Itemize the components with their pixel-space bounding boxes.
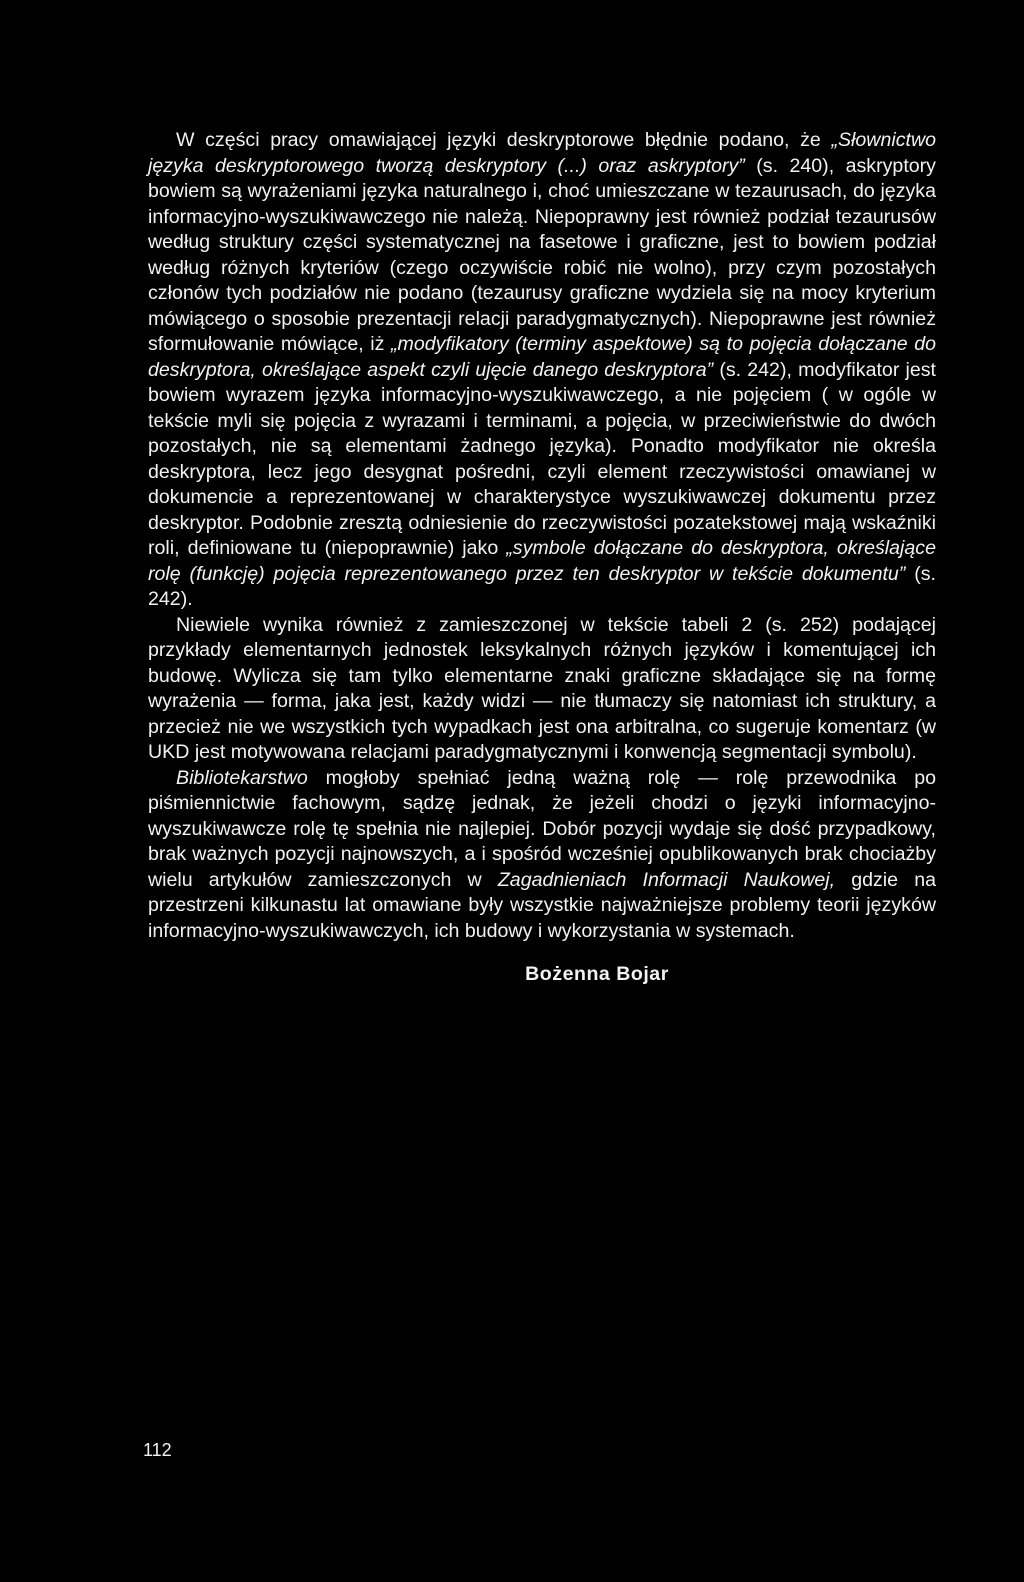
text-run: W części pracy omawiającej języki deskryptorowe błędnie podano, że [176, 129, 832, 151]
italic-text: „Słownictwo języka deskryptorowego tworzą deskryptory (...) oraz askryptory” [148, 129, 936, 177]
text-run: (s. 242), modyfikator jest bowiem wyrazem języka informacyjno-wyszukiwawczego, a nie pojęciem ( w ogóle w tekście myli się pojęcia z wyrazami i terminami, a pojęcia, w przeciwieństwie do dwóch pozostałych, nie są elementami żadnego języka). Ponadto modyfikator nie określa deskryptora, lecz jego desygnat pośredni, czyli element rzeczywistości omawianej w dokumencie a reprezentowanej w charakterystyce wyszukiwawczej dokumentu przez deskryptor. Podobnie zresztą odniesienie do rzeczywistości pozatekstowej mają wskaźniki roli, definiowane tu (niepoprawnie) jako [148, 358, 936, 559]
paragraph [148, 766, 936, 945]
italic-text: Zagadnieniach Informacji Naukowej, [497, 868, 836, 891]
page-number: 112 [143, 1440, 172, 1460]
text-run: (s. 240), askryptory bowiem są wyrażeniami języka naturalnego i, choć umieszczane w tezaurusach, do języka informacyjno-wyszukiwawczego nie należą. Niepoprawny jest również podział tezaurusów według struktury części systematycznej na fasetowe i graficzne, jest to bowiem podział według różnych kryteriów (czego oczywiście robić nie wolno), przy czym pozostałych członów tych podziałów nie podano (tezaurusy graficzne wydziela się na mocy kryterium mówiącego o sposobie prezentacji relacji paradygmatycznych). Niepoprawne jest również sformułowanie mówiące, iż [148, 154, 936, 355]
paragraph [148, 613, 936, 766]
paragraph [148, 128, 936, 613]
text-run: mogłoby spełniać jedną ważną rolę — rolę przewodnika po piśmiennictwie fachowym, sądzę jednak, że jeżeli chodzi o języki informacyjno-wyszukiwawcze rolę tę spełnia nie najlepiej. Dobór pozycji wydaje się dość przypadkowy, brak ważnych pozycji najnowszych, a i spośród wcześniej opublikowanych brak chociażby wielu artykułów zamieszczonych w [148, 766, 936, 891]
italic-text: „symbole dołączane do deskryptora, określające rolę (funkcję) pojęcia reprezentowanego przez ten deskryptor w tekście dokumentu” [148, 537, 936, 585]
document-body [148, 128, 936, 988]
italic-text: Bibliotekarstwo [176, 766, 308, 789]
paragraphs-container [148, 128, 936, 944]
italic-text: „modyfikatory (terminy aspektowe) są to pojęcia dołączane do deskryptora, określające aspekt czyli ujęcie danego deskryptora” [148, 333, 936, 381]
text-run: Niewiele wynika również z zamieszczonej w tekście tabeli 2 (s. 252) podającej przykłady elementarnych jednostek leksykalnych różnych języków i komentującej ich budowę. Wylicza się tam tylko elementarne znaki graficzne składające się na formę wyrażenia — forma, jaka jest, każdy widzi — nie tłumaczy się natomiast ich struktury, a przecież nie we wszystkich tych wypadkach jest ona arbitralna, co sugeruje komentarz (w UKD jest motywowana relacjami paradygmatycznymi i konwencją segmentacji symbolu). [148, 613, 936, 763]
text-run: (s. 242). [148, 562, 936, 610]
author-signature: Bożenna Bojar [525, 963, 669, 985]
text-run: gdzie na przestrzeni kilkunastu lat omawiane były wszystkie najważniejsze problemy teorii języków informacyjno-wyszukiwawczych, ich budowy i wykorzystania w systemach. [148, 868, 936, 942]
